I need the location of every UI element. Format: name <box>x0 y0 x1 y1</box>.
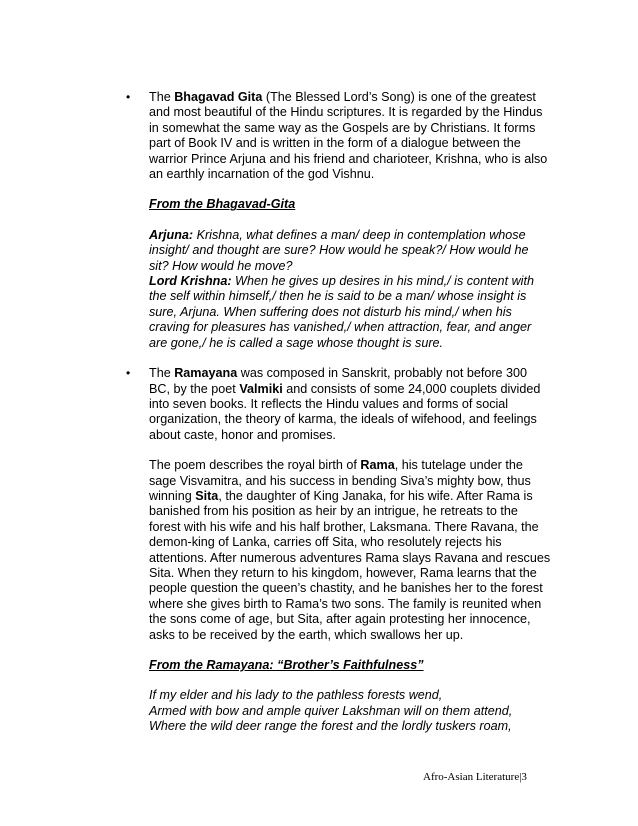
bold-term: Sita <box>195 488 219 503</box>
ramayana-verse <box>149 688 551 734</box>
page-content <box>126 90 551 735</box>
bullet-symbol: • <box>126 366 131 381</box>
text-run: The poem describes the royal birth of <box>149 458 361 473</box>
text-run: was composed in Sanskrit, probably not before 300 BC, by the poet <box>149 366 528 396</box>
bullet-ramayana <box>126 366 551 735</box>
bullet-symbol: • <box>126 90 131 104</box>
verse-line: Where the wild deer range the forest and the lordly tuskers roam, <box>149 719 512 734</box>
text-run: , the daughter of King Janaka, for his wife. After Rama is banished from his position as heir by an intrigue, he retreats to the forest with his wife and his half brother, Laksmana. There Ravana, the demon-king of Lanka, carries off Sita, who resolutely rejects his attentions. After numerous adventures Rama slays Ravana and rescues Sita. When they return to his kingdom, however, Rama learns that the people question the queen’s chastity, and he banishes her to the forest where she gives birth to Rama’s two sons. The family is reunited when the sons come of age, but Sita, after again protesting her innocence, asks to be received by the earth, which swallows her up. <box>149 488 551 642</box>
gita-excerpt-heading: From the Bhagavad-Gita <box>149 197 296 212</box>
speaker-label: Arjuna: <box>149 227 194 242</box>
text-run: The <box>149 366 175 381</box>
dialogue-text: Krishna, what defines a man/ deep in contemplation whose insight/ and thought are sure? How would he speak?/ How would he sit? How would he move? <box>149 227 529 273</box>
text-run: , his tutelage under the sage Visvamitra, and his success in bending Siva’s mighty bow, thus winning <box>149 458 531 503</box>
ramayana-excerpt-heading: From the Ramayana: “Brother’s Faithfulness” <box>149 658 424 672</box>
bold-term: Valmiki <box>239 381 283 396</box>
bullet-bhagavad-gita <box>126 90 551 351</box>
gita-dialogue <box>149 228 551 351</box>
text-run: (The Blessed Lord’s Song) is one of the greatest and most beautiful of the Hindu scriptures. It is regarded by the Hindus in somewhat the same way as the Gospels are by Christians. It forms part of Book IV and is written in the form of a dialogue between the warrior Prince Arjuna and his friend and charioteer, Krishna, who is also an earthly incarnation of the god Vishnu. <box>149 90 548 182</box>
page-footer: Afro-Asian Literature|3 <box>423 771 527 783</box>
bold-term: Ramayana <box>174 366 238 381</box>
dialogue-text: When he gives up desires in his mind,/ is content with the self within himself,/ then he is said to be a man/ whose insight is sure, Arjuna. When suffering does not disturb his mind,/ when his craving for pleasures has vanished,/ when attraction, fear, and anger are gone,/ he is called a sage whose thought is sure. <box>149 274 534 350</box>
bold-term: Bhagavad Gita <box>174 90 263 104</box>
speaker-label: Lord Krishna: <box>149 274 232 289</box>
gita-intro-paragraph <box>149 90 551 182</box>
bold-term: Rama <box>360 458 395 473</box>
ramayana-plot-paragraph <box>149 458 551 643</box>
text-run: The <box>149 90 175 104</box>
ramayana-intro-paragraph <box>149 366 551 443</box>
verse-line: Armed with bow and ample quiver Lakshman will on them attend, <box>149 703 513 718</box>
text-run: and consists of some 24,000 couplets divided into seven books. It reflects the Hindu values and forms of social organization, the theory of karma, the ideals of wifehood, and feelings about caste, honor and promises. <box>149 381 541 442</box>
verse-line: If my elder and his lady to the pathless forests wend, <box>149 688 443 703</box>
